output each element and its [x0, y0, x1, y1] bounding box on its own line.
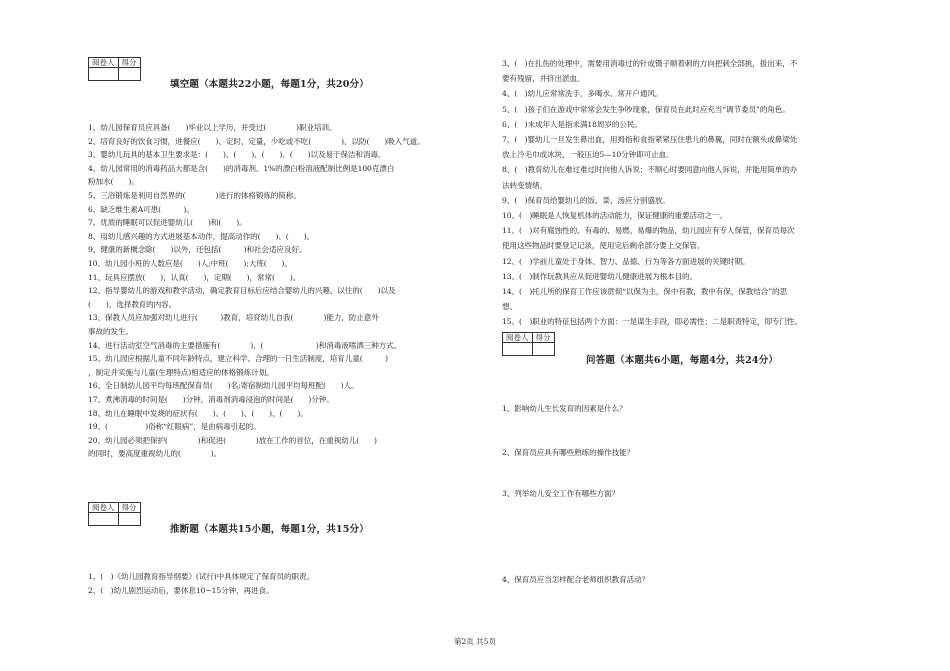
score-box-grader-cell	[503, 343, 533, 356]
score-box-score-cell	[118, 513, 140, 526]
question-line: 放上冷毛巾或冰块，一般压迫5—10分钟即可止血。	[502, 150, 674, 160]
question-line: 15、幼儿园应根据儿童不同年龄特点，建立科学、合理的一日生活制度，培育儿童( )	[88, 354, 388, 364]
question-line: 9、( )保育员给婴幼儿的饭、菜、汤应分别盛放。	[502, 195, 670, 205]
question-line: ( )，选择教育的内容。	[88, 299, 177, 309]
question-line: 要有残留，并挤出淤血。	[502, 74, 585, 84]
score-box-short-answer	[502, 332, 555, 356]
question-line: 6、缺乏维生素A可患( )。	[88, 204, 194, 214]
score-box-fill-blank	[88, 57, 141, 81]
question-line: 1、( )《幼儿园教育指导纲要》(试行)中具体规定了保育员的职责。	[88, 572, 315, 581]
question-line: 4、( )幼儿应常常洗手，多喝水、常开户通风。	[502, 89, 663, 99]
score-box-grader-cell	[89, 513, 119, 526]
question-line: 17、煮沸消毒的时间是( )分钟，消毒剂消毒浸泡的时间是( )分钟。	[88, 395, 334, 404]
question-line: 13、保教人员应加强对幼儿进行( )教育，培育幼儿自我( )能力，防止意外	[88, 313, 379, 323]
question-line: 2、培育良好的饮食习惯，进餐应( )、定时、定量，少吃或不吃( )，以防( )吸入气道。	[88, 136, 425, 146]
question-line: 9、健康的新概念除( )以外，还包括( )和社会适应良好。	[88, 245, 307, 255]
question-line: 10、幼儿园小班的人数应是( )人;中班( );大班( )。	[88, 259, 292, 268]
question-line: 使用这些物品时要登记记录，使用完后剩余部分要上交保管。	[502, 241, 705, 251]
page-footer: 第2页 共5页	[454, 637, 496, 646]
question-line: 15、( )职业的特征包括两个方面：一是谋生手段，即必需性；二是职责特定，即专门性。	[502, 317, 802, 327]
question-line: 事故的发生。	[88, 327, 133, 336]
question-line: 11、玩具应摆放( )，认真( )，定期( )，常常( )。	[88, 272, 301, 282]
question-line: 1、幼儿园保育员应具备( )毕业以上学历，并受过( )职业培训。	[88, 123, 337, 132]
question-line: 6、( )未成年人是指未满18周岁的公民。	[502, 119, 642, 129]
question-line: 粉加水( )。	[88, 177, 139, 187]
question-line: 5、( )孩子们在游戏中常常会发生争吵现象，保育员在此时应充当“调节委员”的角色。	[502, 104, 790, 114]
question-line: 2、( )幼儿剧烈运动后，要休息10~15分钟，再进食。	[88, 586, 274, 595]
question-line: ，制定并实施与儿童(生理特点)相适应的体格锻炼计划。	[88, 367, 274, 377]
question-line: 4、保育员应当怎样配合老师组织教育活动？	[502, 575, 650, 584]
fill-blank-section-title: 填空题（本题共22小题，每题1分，共20分）	[170, 79, 369, 90]
question-line: 14、进行活动室空气消毒的主要措施有( )、( )和消毒液喷洒三种方式。	[88, 340, 402, 350]
score-box-grader-label: 阅卷人	[89, 503, 119, 513]
score-box-grader-label: 阅卷人	[89, 58, 119, 68]
question-line: 7、( )婴幼儿一旦发生鼻出血，用拇指和食指紧紧压住患儿的鼻翼，同时在额头或鼻梁处	[502, 135, 798, 144]
question-line: 3、列举幼儿安全工作有哪些方面？	[502, 489, 620, 498]
question-line: 5、三浴锻炼是利用自然界的( )进行的体格锻炼的简称。	[88, 191, 301, 200]
score-box-score-cell	[532, 343, 554, 356]
score-box-score-label: 得分	[532, 333, 554, 343]
question-line: 18、幼儿在睡眠中发烧的症状有( )、( )、( )、( )。	[88, 408, 308, 418]
question-line: 8、用幼儿感兴趣的方式进展基本动作，提高动作的( )、( )。	[88, 231, 315, 241]
question-line: 12、( )学前儿童处于身体、智力、品德、行为等各方面进展的关键时期。	[502, 256, 750, 266]
score-box-true-false	[88, 502, 141, 526]
score-box-score-label: 得分	[118, 58, 140, 68]
question-line: 11、( )对有腐蚀性的、有毒的、易燃、易爆的物品，幼儿园应有专人保管，保育员每次	[502, 226, 795, 236]
question-line: 12、指导婴幼儿的游戏和教学活动，确定教育目标后应结合婴幼儿的兴趣、以往的( )以及	[88, 286, 396, 296]
question-line: 14、( )托儿所的保育工作应该贯彻“以保为主，保中有教，教中有保，保教结合”的思	[502, 287, 788, 296]
score-box-grader-label: 阅卷人	[503, 333, 533, 343]
question-line: 的同时，要高度重视幼儿的( )。	[88, 449, 222, 459]
short-answer-section-title: 问答题（本题共6小题，每题4分，共24分）	[586, 355, 779, 366]
question-line: 1、影响幼儿生长发育的因素是什么？	[502, 404, 627, 413]
score-box-grader-cell	[89, 68, 119, 81]
question-line: 8、( )教育幼儿在难过难过时向他人诉说；不顺心时要同意向他人诉说，并能用简单的办	[502, 165, 798, 175]
question-line: 3、( )在扎伤的处理中，需要用消毒过的针或镊子顺着刺的方向把刺全部挑，拔出来，不	[502, 59, 798, 68]
question-line: 7、优质的睡眠可以促进婴幼儿( )和( )。	[88, 218, 247, 228]
question-line: 13、( )制作玩教具应从促进婴幼儿健康进展为根本目的。	[502, 271, 698, 281]
score-box-score-label: 得分	[118, 503, 140, 513]
question-line: 19、( )俗称“红眼病”，是由病毒引起的。	[88, 422, 261, 432]
question-line: 2、保育员应具有哪些熟练的操作技能？	[502, 448, 635, 457]
true-false-section-title: 推断题（本题共15小题，每题1分，共15分）	[170, 524, 369, 535]
score-box-score-cell	[118, 68, 140, 81]
question-line: 16、全日制幼儿园平均每班配保育员( )名;寄宿制幼儿园平均每班配( )人。	[88, 381, 359, 391]
question-line: 20、幼儿园必须把保护( )和促进( )放在工作的首位，在重视幼儿( )	[88, 435, 377, 445]
question-line: 3、婴幼儿玩具的基本卫生要求是：( )、( )、( )、( )以及易于保洁和消毒。	[88, 150, 386, 160]
question-line: 4、幼儿园常用的消毒药品大都是含( )的消毒剂。1%的漂白粉溶液配制比例是100克漂白	[88, 163, 395, 173]
question-line: 法转变情绪。	[502, 180, 547, 190]
question-line: 10、( )睡眠是人恢复机体的活动能力，保证健康的重要活动之一。	[502, 211, 728, 220]
question-line: 想。	[502, 302, 517, 312]
